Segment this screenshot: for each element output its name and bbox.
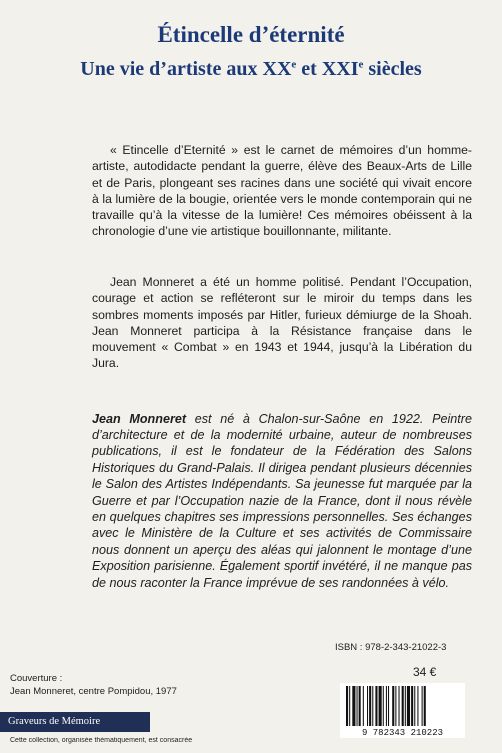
book-title: Étincelle d’éternité: [157, 22, 345, 47]
summary-paragraph-1: « Etincelle d’Eternité » est le carnet de mémoires d’un homme-artiste, autodidacte pendant la guerre, élève des Beaux-Arts de Lille et de Paris, plongeant ses racines dans une société qui vivait encore à la lumière de la bougie, orientée vers le monde contemporain qui ne travaille qu’à la vitesse de la lumière! Ces mémoires obéissent à la chronologie d’une vie artistique bouillonnante, militante.: [92, 143, 472, 239]
author-name: Jean Monneret: [92, 411, 187, 426]
book-subtitle: [0, 58, 502, 81]
price: 34 €: [413, 665, 437, 679]
subtitle-part: et XXI: [296, 58, 359, 80]
author-bio-text: est né à Chalon-sur-Saône en 1922. Peintre d’architecture et de la modernité urbaine, auteur de nombreuses publications, il est le fondateur de la Fédération des Salons Historiques du Grand-Palais. Il dirigea pendant plusieurs décennies le Salon des Artistes Indépendants. Sa jeunesse fut marquée par la Guerre et par l’Occupation nazie de la France, dont il nous révèle en quelques chapitres ses impressions personnelles. Ses échanges avec le Ministère de la Culture et ses activités de Commissaire nous donnent un aperçu des aléas qui jalonnent le montage d’une Exposition parisienne. Également sportif invétéré, il ne manque pas de nous raconter la France imprévue de ses randonnées à vélo.: [92, 411, 472, 590]
barcode-icon: [340, 683, 465, 738]
subtitle-superscript: e: [291, 58, 297, 71]
subtitle-superscript: e: [358, 58, 364, 71]
subtitle-part: siècles: [363, 58, 422, 80]
cover-label: Couverture :: [10, 673, 63, 684]
isbn: ISBN : 978-2-343-21022-3: [335, 642, 447, 653]
subtitle-part: Une vie d’artiste aux XX: [80, 58, 292, 80]
author-bio-paragraph: [92, 411, 472, 591]
barcode-digits: 9 782343 210223: [361, 728, 444, 738]
series-description: Cette collection, organisée thématiquement, est consacrée: [10, 737, 193, 744]
summary-paragraph-2: Jean Monneret a été un homme politisé. Pendant l’Occupation, courage et action se refléteront sur le miroir du temps dans les sombres moments imposés par Hitler, furieux démiurge de la Shoah. Jean Monneret participa à la Résistance française dans le mouvement « Combat » en 1943 et 1944, jusqu’à la Libération du Jura.: [92, 275, 472, 371]
cover-credit: Jean Monneret, centre Pompidou, 1977: [10, 686, 177, 697]
series-name-box: Graveurs de Mémoire: [0, 712, 150, 732]
